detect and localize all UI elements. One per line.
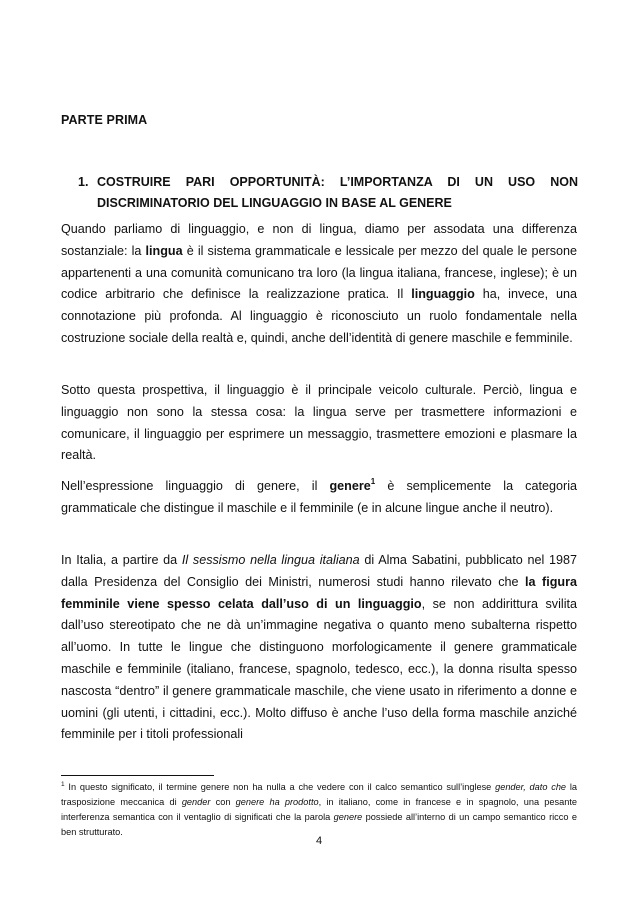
p3-text-a: Nell’espressione linguaggio di genere, il xyxy=(61,479,330,493)
p4-italic-title: Il sessismo nella lingua italiana xyxy=(181,553,360,567)
fn-text-c: la trasposizione meccanica di xyxy=(61,782,577,807)
fn-text-g: , in italiano, come in francese e in spagnolo, una pesante interferenza semantica con il ventaglio di significati che la parola xyxy=(61,797,577,822)
p1-bold-lingua: lingua xyxy=(145,243,183,258)
fn-text-e: con xyxy=(210,797,236,807)
p4-text-e: , se non addirittura svilita dall’uso stereotipato che ne dà un’immagine negativa o quanto meno subalterna rispetto all’uomo. In tutte le lingue che distinguono morfologicamente il genere grammaticale maschile e femminile (italiano, francese, spagnolo, tedesco, ecc.), la donna risulta spesso nascosta “dentro” il genere grammaticale maschile, che viene usato in riferimento a donne e uomini (gli utenti, i cittadini, ecc.). Molto diffuso è anche l’uso della forma maschile anziché femminile per i titoli professionali xyxy=(61,596,577,742)
paragraph-3 xyxy=(61,476,577,520)
p3-text-c: è semplicemente la categoria grammaticale che distingue il maschile e il femminile (e in alcune lingue anche il neutro). xyxy=(61,479,577,515)
part-title: PARTE PRIMA xyxy=(61,113,148,127)
p4-text-a: In Italia, a partire da xyxy=(61,553,182,567)
paragraph-4 xyxy=(61,550,577,746)
fn-italic-d: gender xyxy=(181,797,211,807)
paragraph-1 xyxy=(61,219,577,350)
fn-italic-b: gender, dato che xyxy=(495,782,567,792)
footnote xyxy=(61,780,577,840)
fn-text-i: possiede all’interno di un campo semantico ricco e ben strutturato. xyxy=(61,812,577,837)
p4-text-c: di Alma Sabatini, pubblicato nel 1987 dalla Presidenza del Consiglio dei Ministri, numerosi studi hanno rilevato che xyxy=(61,553,578,589)
footnote-ref[interactable]: 1 xyxy=(370,477,376,486)
p1-bold-linguaggio: linguaggio xyxy=(411,287,475,302)
section-title-line1: COSTRUIRE PARI OPPORTUNITÀ: L’IMPORTANZA DI UN USO NON xyxy=(97,175,578,189)
section-number: 1. xyxy=(78,175,89,189)
p4-bold-phrase: la figura femminile viene spesso celata dall’uso di un linguaggio xyxy=(61,574,577,611)
page-number: 4 xyxy=(315,835,323,847)
section-title-line2: DISCRIMINATORIO DEL LINGUAGGIO IN BASE AL GENERE xyxy=(97,196,452,210)
footnote-number: 1 xyxy=(61,781,65,788)
fn-italic-f: genere ha prodotto xyxy=(235,797,319,807)
footnote-separator xyxy=(61,775,214,776)
p1-text-a: Quando parliamo di linguaggio, e non di lingua, diamo per assodata una differenza sostanziale: la xyxy=(61,222,577,258)
fn-italic-h: genere xyxy=(333,812,363,822)
p1-text-c: è il sistema grammaticale e lessicale per mezzo del quale le persone appartenenti a una comunità comunicano tra loro (la lingua italiana, francese, inglese); è un codice arbitrario che definisce la realizzazione pratica. Il xyxy=(61,243,578,302)
section-heading xyxy=(78,172,578,214)
p1-text-e: ha, invece, una connotazione più profonda. Al linguaggio è riconosciuto un ruolo fondamentale nella costruzione sociale della realtà e, quindi, anche dell’identità di genere maschile e femminile. xyxy=(61,287,577,345)
fn-text-a: In questo significato, il termine genere non ha nulla a che vedere con il calco semantico sull’inglese xyxy=(64,782,496,792)
paragraph-2: Sotto questa prospettiva, il linguaggio è il principale veicolo culturale. Perciò, lingua e linguaggio non sono la stessa cosa: la lingua serve per trasmettere informazioni e comunicare, il linguaggio per esprimere un messaggio, trasmettere emozioni e plasmare la realtà. xyxy=(61,383,577,463)
p3-bold-genere: genere xyxy=(329,479,371,493)
